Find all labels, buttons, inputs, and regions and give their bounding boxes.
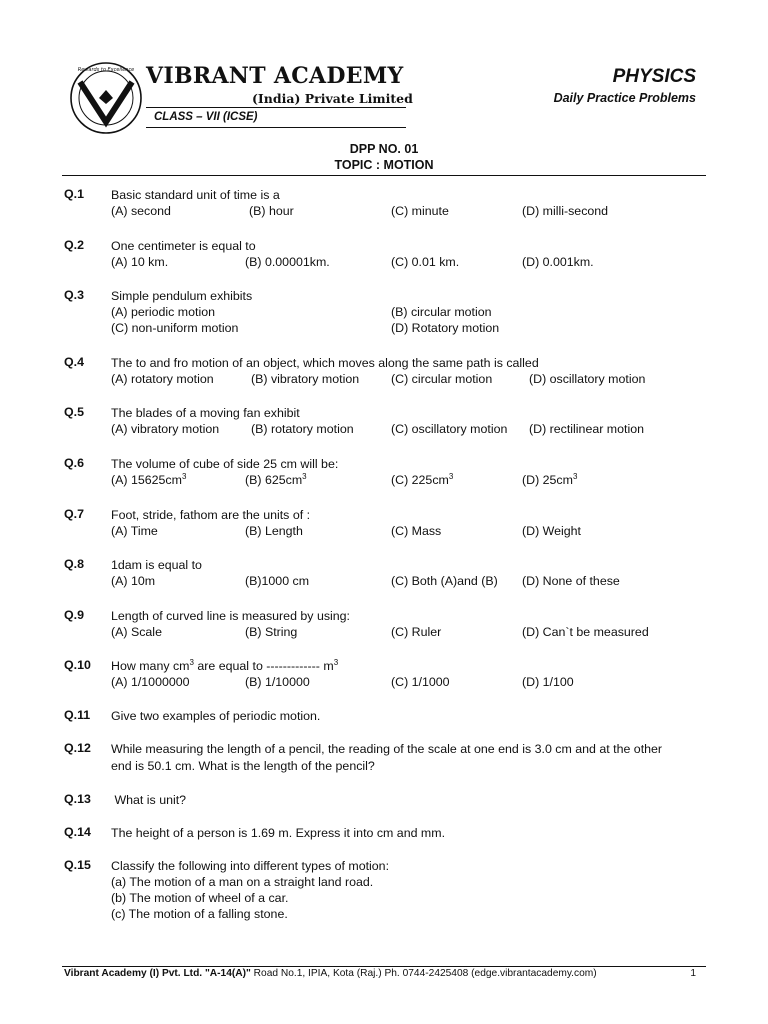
question-text: The height of a person is 1.69 m. Express it into cm and mm. [111, 826, 446, 840]
option-c: (C) 1/1000 [391, 675, 450, 689]
svg-text:Rewards to Excellence: Rewards to Excellence [77, 67, 135, 73]
question-number: Q.12 [64, 741, 91, 755]
sub-item-b: (b) The motion of wheel of a car. [111, 891, 289, 905]
footer-address: Vibrant Academy (I) Pvt. Ltd. "A-14(A)" Road No.1, IPIA, Kota (Raj.) Ph. 0744-2425408 (edge.vibrantacademy.com) [64, 968, 597, 979]
option-a: (A) $15625cm^3$ [111, 472, 187, 487]
option-a: (A) Time [111, 524, 158, 538]
option-b: (B) 1/10000 [245, 675, 310, 689]
question-number: Q.6 [64, 456, 84, 470]
page-footer [64, 968, 704, 979]
option-d: (D) milli-second [522, 204, 609, 218]
option-c: (C) circular motion [391, 372, 493, 386]
question-text: The blades of a moving fan exhibit [111, 406, 300, 420]
option-b: (B) Length [245, 524, 303, 538]
option-c: (C) Ruler [391, 625, 442, 639]
question-text: What is unit? [111, 793, 187, 807]
question-number: Q.13 [64, 792, 91, 806]
question-number: Q.7 [64, 507, 84, 521]
question-number: Q.9 [64, 608, 84, 622]
question-text: The volume of cube of side 25 cm will be: [111, 457, 339, 471]
question-text: One centimeter is equal to [111, 239, 256, 253]
option-b: (B) hour [249, 204, 294, 218]
brand-name: VIBRANT ACADEMY [146, 63, 404, 89]
option-d: (D) oscillatory motion [529, 372, 646, 386]
option-b: (B) 0.00001km. [245, 255, 330, 269]
question-text: 1dam is equal to [111, 558, 202, 572]
option-d: (D) Rotatory motion [391, 321, 500, 335]
option-c: (C) Both (A)and (B) [391, 574, 498, 588]
question-number: Q.4 [64, 355, 84, 369]
question-text: Basic standard unit of time is a [111, 188, 280, 202]
dpp-tagline: Daily Practice Problems [553, 91, 696, 105]
question-text: While measuring the length of a pencil, the reading of the scale at one end is 3.0 cm and at the other end is 50.1 cm. What is the length of the pencil? [111, 742, 663, 773]
brand-subtitle: (India) Private Limited [252, 91, 413, 106]
page-number: 1 [690, 968, 696, 979]
option-b: (B) rotatory motion [251, 422, 354, 436]
option-b: (B)1000 cm [245, 574, 310, 588]
worksheet-title [62, 141, 706, 173]
option-d: (D) 1/100 [522, 675, 574, 689]
option-c: (C) oscillatory motion [391, 422, 508, 436]
option-b: (B) vibratory motion [251, 372, 360, 386]
subject-title: PHYSICS [612, 66, 696, 87]
option-a: (A) vibratory motion [111, 422, 220, 436]
question-number: Q.11 [64, 708, 91, 722]
question-number: Q.10 [64, 658, 91, 672]
question-text: How many $cm^3$ are equal to ------------- $m^3$ [111, 658, 339, 673]
class-label: CLASS – VII (ICSE) [154, 111, 258, 123]
option-b: (B) String [245, 625, 298, 639]
option-d: (D) Can`t be measured [522, 625, 649, 639]
option-d: (D) 0.001km. [522, 255, 594, 269]
option-b: (B) circular motion [391, 305, 492, 319]
question-text: The to and fro motion of an object, which moves along the same path is called [111, 356, 539, 370]
question-number: Q.5 [64, 405, 84, 419]
option-d: (D) Weight [522, 524, 581, 538]
option-c: (C) 0.01 km. [391, 255, 460, 269]
option-a: (A) rotatory motion [111, 372, 214, 386]
academy-logo [68, 60, 144, 136]
document-header [62, 58, 706, 138]
option-a: (A) second [111, 204, 171, 218]
dpp-number: DPP NO. 01 [349, 142, 419, 156]
option-b: (B) $625cm^3$ [245, 472, 307, 487]
option-a: (A) Scale [111, 625, 162, 639]
question-number: Q.1 [64, 187, 84, 201]
option-d: (D) rectilinear motion [529, 422, 644, 436]
question-text: Give two examples of periodic motion. [111, 709, 321, 723]
question-text: Simple pendulum exhibits [111, 289, 253, 303]
option-c: (C) $225cm^3$ [391, 472, 454, 487]
question-number: Q.2 [64, 238, 84, 252]
option-a: (A) periodic motion [111, 305, 215, 319]
question-number: Q.3 [64, 288, 84, 302]
sub-item-a: (a) The motion of a man on a straight land road. [111, 875, 374, 889]
option-c: (C) non-uniform motion [111, 321, 239, 335]
footer-divider [62, 966, 706, 967]
class-divider [146, 127, 406, 128]
question-text: Classify the following into different types of motion: [111, 859, 390, 873]
option-a: (A) 10m [111, 574, 156, 588]
header-divider [146, 107, 406, 108]
sub-item-c: (c) The motion of a falling stone. [111, 907, 288, 921]
question-text: Length of curved line is measured by using: [111, 609, 351, 623]
title-divider [62, 175, 706, 176]
topic-title: TOPIC : MOTION [334, 158, 434, 172]
question-number: Q.14 [64, 825, 91, 839]
option-c: (C) minute [391, 204, 449, 218]
option-d: (D) None of these [522, 574, 620, 588]
question-number: Q.15 [64, 858, 91, 872]
option-d: (D) $25cm^3$ [522, 472, 578, 487]
option-a: (A) 10 km. [111, 255, 169, 269]
question-text: Foot, stride, fathom are the units of : [111, 508, 311, 522]
option-a: (A) 1/1000000 [111, 675, 190, 689]
question-number: Q.8 [64, 557, 84, 571]
option-c: (C) Mass [391, 524, 442, 538]
